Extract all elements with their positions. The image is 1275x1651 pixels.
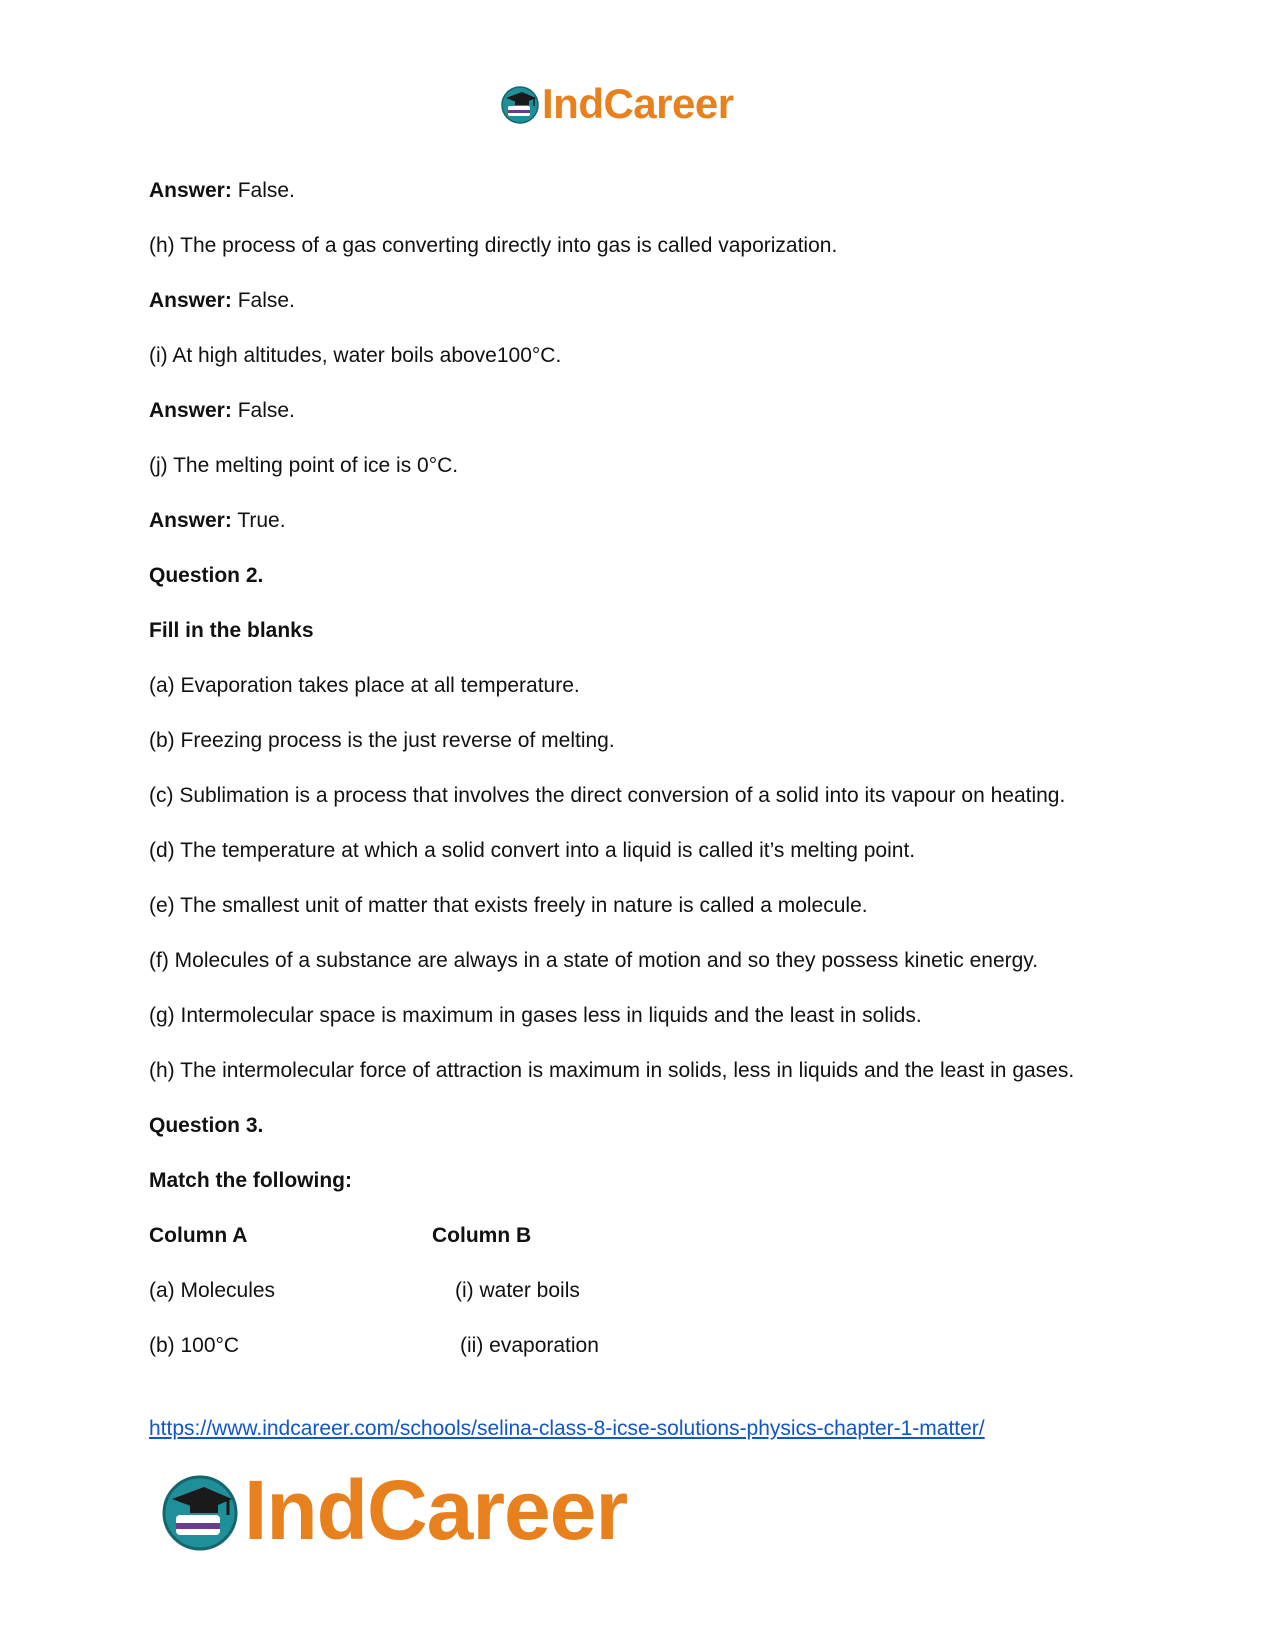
- statement-text: (a) Evaporation takes place at all temperature.: [149, 674, 580, 697]
- footer-logo: [160, 1462, 627, 1559]
- statement-text: (d) The temperature at which a solid convert into a liquid is called it’s melting point.: [149, 839, 916, 862]
- answer-value: False.: [231, 289, 295, 312]
- header-logo: [500, 80, 734, 128]
- column-b-cell: (i) water boils: [455, 1279, 580, 1302]
- statement-text: (i) At high altitudes, water boils above100°C.: [149, 344, 562, 367]
- answer-line: [149, 176, 1129, 206]
- match-table-row: [149, 1276, 1129, 1306]
- footer-logo-text: IndCareer: [244, 1463, 628, 1557]
- section-heading: Question 2.: [149, 564, 264, 587]
- answer-line: [149, 396, 1129, 426]
- section-heading: Question 3.: [149, 1114, 264, 1137]
- answer-label: Answer:: [149, 289, 232, 312]
- column-a-cell: (a) Molecules: [149, 1279, 276, 1302]
- answer-label: Answer:: [149, 509, 232, 532]
- answer-value: True.: [231, 509, 286, 532]
- column-b-cell: (ii) evaporation: [460, 1334, 599, 1357]
- answer-line: [149, 506, 1129, 536]
- match-table-header: [149, 1221, 1129, 1251]
- document-body: [149, 176, 1129, 1361]
- column-a-cell: Column A: [149, 1224, 248, 1247]
- column-b-cell: Column B: [432, 1224, 532, 1247]
- statement-text: (h) The process of a gas converting directly into gas is called vaporization.: [149, 234, 838, 257]
- column-a-cell: (b) 100°C: [149, 1334, 240, 1357]
- section-heading: Fill in the blanks: [149, 619, 314, 642]
- statement-text: (b) Freezing process is the just reverse of melting.: [149, 729, 615, 752]
- answer-value: False.: [231, 399, 295, 422]
- match-table-row: [149, 1331, 1129, 1361]
- statement-text: (g) Intermolecular space is maximum in gases less in liquids and the least in solids.: [149, 1004, 922, 1027]
- statement-text: (j) The melting point of ice is 0°C.: [149, 454, 459, 477]
- source-link[interactable]: https://www.indcareer.com/schools/selina-class-8-icse-solutions-physics-chapter-1-matter/: [149, 1417, 985, 1440]
- answer-line: [149, 286, 1129, 316]
- answer-label: Answer:: [149, 399, 232, 422]
- answer-label: Answer:: [149, 179, 232, 202]
- header-logo-text: IndCareer: [542, 80, 734, 127]
- graduation-cap-book-icon: [160, 1471, 240, 1551]
- statement-text: (c) Sublimation is a process that involves the direct conversion of a solid into its vapour on heating.: [149, 784, 1066, 807]
- statement-text: (e) The smallest unit of matter that exists freely in nature is called a molecule.: [149, 894, 868, 917]
- graduation-cap-book-icon: [500, 84, 540, 124]
- statement-text: (h) The intermolecular force of attraction is maximum in solids, less in liquids and the least in gases.: [149, 1059, 1075, 1082]
- answer-value: False.: [231, 179, 295, 202]
- statement-text: (f) Molecules of a substance are always in a state of motion and so they possess kinetic energy.: [149, 949, 1039, 972]
- section-heading: Match the following:: [149, 1169, 352, 1192]
